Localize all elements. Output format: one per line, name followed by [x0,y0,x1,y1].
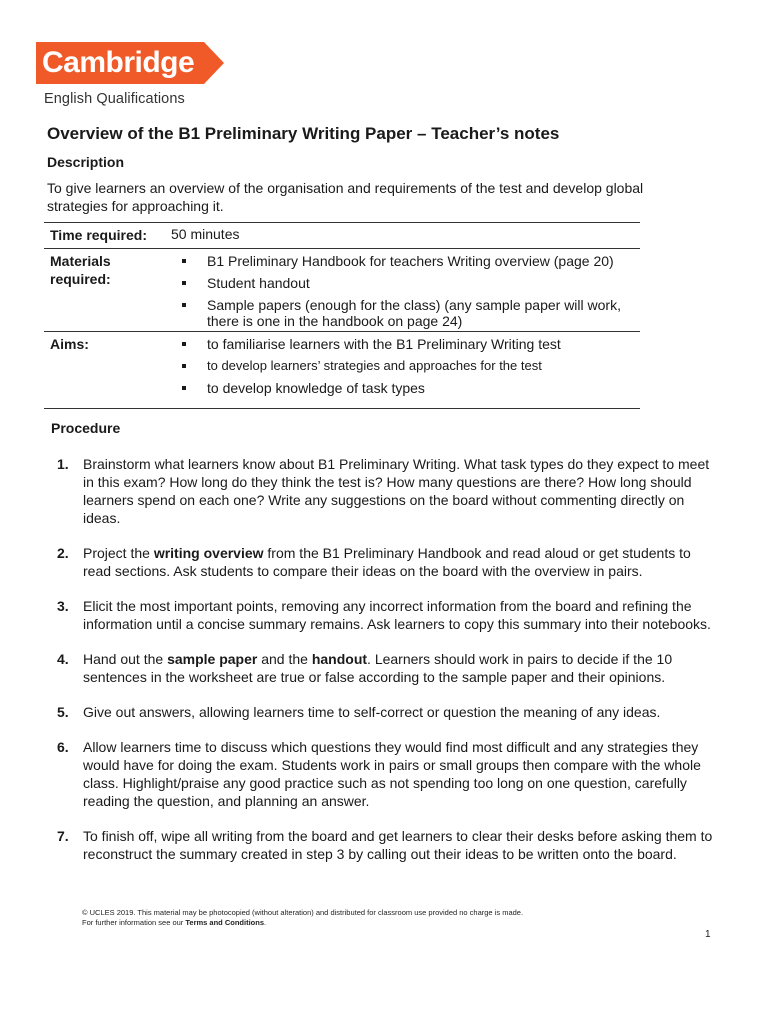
step-number: 7. [57,828,69,844]
step-text: Allow learners time to discuss which questions they would find most difficult and any strategies they would have for doing the exam. Students work in pairs or small groups then compare with the whole class. Highlight/praise any good practice such as not spending too long on one question, carefully reading the question, and planning an answer. [83,739,701,809]
copyright-text: © UCLES 2019. This material may be photocopied (without alteration) and distributed for classroom use provided no charge is made. [82,908,524,917]
time-value: 50 minutes [171,226,240,242]
step-text: Elicit the most important points, removing any incorrect information from the board and refining the information until a concise summary remains. Ask learners to copy this summary into their notebooks. [83,598,711,632]
step-text: from the B1 Preliminary Handbook and read aloud or get students to read sections. Ask students to compare their ideas on the board with the overview in pairs. [83,545,691,579]
further-info-period: . [264,917,267,927]
procedure-step [57,597,717,633]
materials-label: Materials required: [50,253,111,287]
time-label: Time required: [50,227,147,243]
procedure-step [57,650,717,686]
procedure-heading: Procedure [51,420,121,436]
step-number: 5. [57,704,69,720]
aims-list [177,336,637,402]
procedure-steps [57,455,717,880]
description-heading: Description [47,154,125,170]
step-text: and the [257,651,312,667]
further-info [82,918,523,928]
step-text: Give out answers, allowing learners time to self-correct or question the meaning of any ideas. [83,704,661,720]
further-info-text: For further information see our [82,917,186,927]
footer [82,908,523,927]
step-emphasis: handout [311,651,368,667]
info-table [44,222,640,409]
description-text: To give learners an overview of the organisation and requirements of the test and develop global strategies for approaching it. [47,180,644,214]
aims-label: Aims: [50,336,89,352]
aims-row [44,332,640,409]
step-text: Hand out the [83,651,168,667]
page-number: 1 [705,929,711,940]
list-item: to familiarise learners with the B1 Preliminary Writing test [177,336,637,352]
procedure-step [57,455,717,527]
step-text: To finish off, wipe all writing from the board and get learners to clear their desks before asking them to reconstruct the summary created in step 3 by calling out their ideas to be written onto the board. [83,828,713,862]
step-number: 2. [57,545,69,561]
step-number: 1. [57,456,69,472]
procedure-step [57,738,717,810]
step-number: 6. [57,739,69,755]
procedure-step [57,544,717,580]
step-text: Brainstorm what learners know about B1 Preliminary Writing. What task types do they expect to meet in this exam? How long do they think the test is? How many questions are there? How long should learners spend on each one? Write any suggestions on the board without commenting directly on ideas. [83,456,710,526]
step-number: 4. [57,651,69,667]
step-text: . Learners should work in pairs to decide if the 10 sentences in the worksheet are true or false according to the sample paper and their opinions. [83,651,673,685]
step-number: 3. [57,598,69,614]
list-item: to develop knowledge of task types [177,380,637,396]
terms-link[interactable]: Terms and Conditions [185,917,265,927]
list-item: B1 Preliminary Handbook for teachers Writing overview (page 20) [177,253,637,269]
page-title: Overview of the B1 Preliminary Writing Paper – Teacher’s notes [47,124,560,143]
brand-subtitle: English Qualifications [44,91,185,107]
materials-row [44,249,640,332]
logo-wordmark: Cambridge [42,46,195,79]
procedure-step [57,827,717,863]
time-row [44,223,640,249]
step-emphasis: sample paper [167,651,258,667]
list-item: Sample papers (enough for the class) (any sample paper will work, there is one in the handbook on page 24) [177,297,637,329]
list-item: Student handout [177,275,637,291]
list-item: to develop learners’ strategies and approaches for the test [177,358,637,374]
step-text: Project the [83,545,154,561]
materials-list [177,253,637,335]
procedure-step [57,703,717,721]
step-emphasis: writing overview [153,545,264,561]
cambridge-logo [36,42,226,84]
